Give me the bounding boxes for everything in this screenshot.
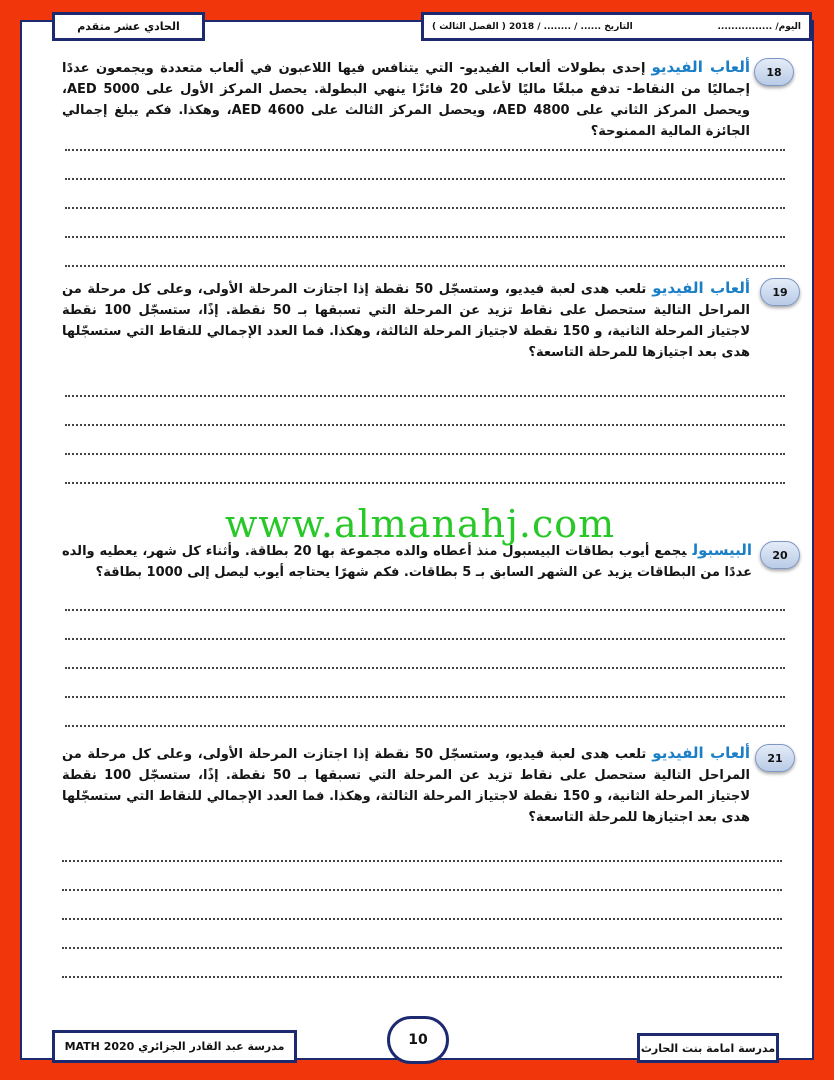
answer-line[interactable]: [65, 368, 785, 397]
answer-line[interactable]: [65, 611, 785, 640]
watermark: www.almanahj.com: [224, 502, 616, 546]
question-text: [62, 278, 750, 363]
question-text: [62, 743, 750, 828]
answer-line[interactable]: [65, 151, 785, 180]
answer-line[interactable]: [62, 891, 782, 920]
question-body: تلعب هدى لعبة فيديو، وستسجّل 50 نقطة إذا اجتازت المرحلة الأولى، وعلى كل مرحلة من المراحل التالية ستحصل على نقاط تزيد عن المرحلة التي تسبقها بـ 50 نقطة. إذًا، ستسجّل 100 نقطة لاجتياز المرحلة الثانية، و 150 نقطة لاجتياز المرحلة الثالثة، وهكذا. فما العدد الإجمالي للنقاط التي ستسجّلها هدى بعد اجتيازها للمرحلة التاسعة؟: [62, 747, 750, 825]
footer-school-right: مدرسة امامة بنت الحارث: [637, 1033, 779, 1063]
question-keyword: ألعاب الفيديو: [651, 58, 750, 76]
answer-line[interactable]: [65, 209, 785, 238]
answer-line[interactable]: [62, 920, 782, 949]
answer-line[interactable]: [65, 698, 785, 727]
question-body: إحدى بطولات ألعاب الفيديو- التي يتنافس فيها اللاعبون في ألعاب متعددة ويجمعون عددًا إجماليًا من النقاط- تدفع مبلغًا ماليًا لأعلى 20 فائزًا ينهي البطولة. يحصل المركز الأول على AED 5000، ويحصل المركز الثاني على AED 4800، ويحصل المركز الثالث على AED 4600، وهكذا. فكم يبلغ إجمالي الجائزة المالية الممنوحة؟: [62, 61, 750, 139]
answer-lines: [65, 582, 785, 727]
question-number-badge: 21: [755, 744, 795, 772]
answer-lines: [65, 122, 785, 267]
answer-line[interactable]: [65, 122, 785, 151]
answer-lines: [65, 368, 785, 484]
question-number-badge: 18: [754, 58, 794, 86]
answer-line[interactable]: [65, 669, 785, 698]
answer-line[interactable]: [65, 455, 785, 484]
grade-label-box: [52, 12, 205, 41]
day-field: اليوم/ ................: [717, 21, 801, 32]
answer-line[interactable]: [65, 426, 785, 455]
question-keyword: البيسبول: [692, 541, 752, 559]
question-body: يجمع أيوب بطاقات البيسبول منذ أعطاه والده مجموعة بها 20 بطاقة. وأثناء كل شهر، يعطيه والده عددًا من البطاقات يزيد عن الشهر السابق بـ 5 بطاقات. فكم شهرًا يحتاجه أيوب ليصل إلى 1000 بطاقة؟: [62, 544, 752, 580]
question-keyword: ألعاب الفيديو: [652, 279, 751, 297]
answer-line[interactable]: [65, 238, 785, 267]
page-number: 10: [387, 1016, 449, 1064]
question-body: تلعب هدى لعبة فيديو، وستسجّل 50 نقطة إذا اجتازت المرحلة الأولى، وعلى كل مرحلة من المراحل التالية ستحصل على نقاط تزيد عن المرحلة التي تسبقها بـ 50 نقطة. إذًا، ستسجّل 100 نقطة لاجتياز المرحلة الثانية، و 150 نقطة لاجتياز المرحلة الثالثة، وهكذا. فما العدد الإجمالي للنقاط التي ستسجّلها هدى بعد اجتيازها للمرحلة التاسعة؟: [62, 282, 750, 360]
answer-lines: [62, 833, 782, 978]
answer-line[interactable]: [65, 640, 785, 669]
answer-line[interactable]: [65, 582, 785, 611]
answer-line[interactable]: [62, 833, 782, 862]
question-number-badge: 20: [760, 541, 800, 569]
question-number-badge: 19: [760, 278, 800, 306]
answer-line[interactable]: [62, 862, 782, 891]
answer-line[interactable]: [62, 949, 782, 978]
question-text: [62, 540, 752, 583]
footer-school-left: مدرسة عبد القادر الجزائري MATH 2020: [52, 1030, 297, 1063]
answer-line[interactable]: [65, 180, 785, 209]
question-keyword: ألعاب الفيديو: [652, 744, 751, 762]
grade-label: الحادي عشر متقدم: [77, 20, 180, 33]
date-box: [421, 12, 812, 41]
date-field: التاريخ ...... / ........ / 2018 ( الفصل الثالث ): [432, 21, 633, 32]
answer-line[interactable]: [65, 397, 785, 426]
